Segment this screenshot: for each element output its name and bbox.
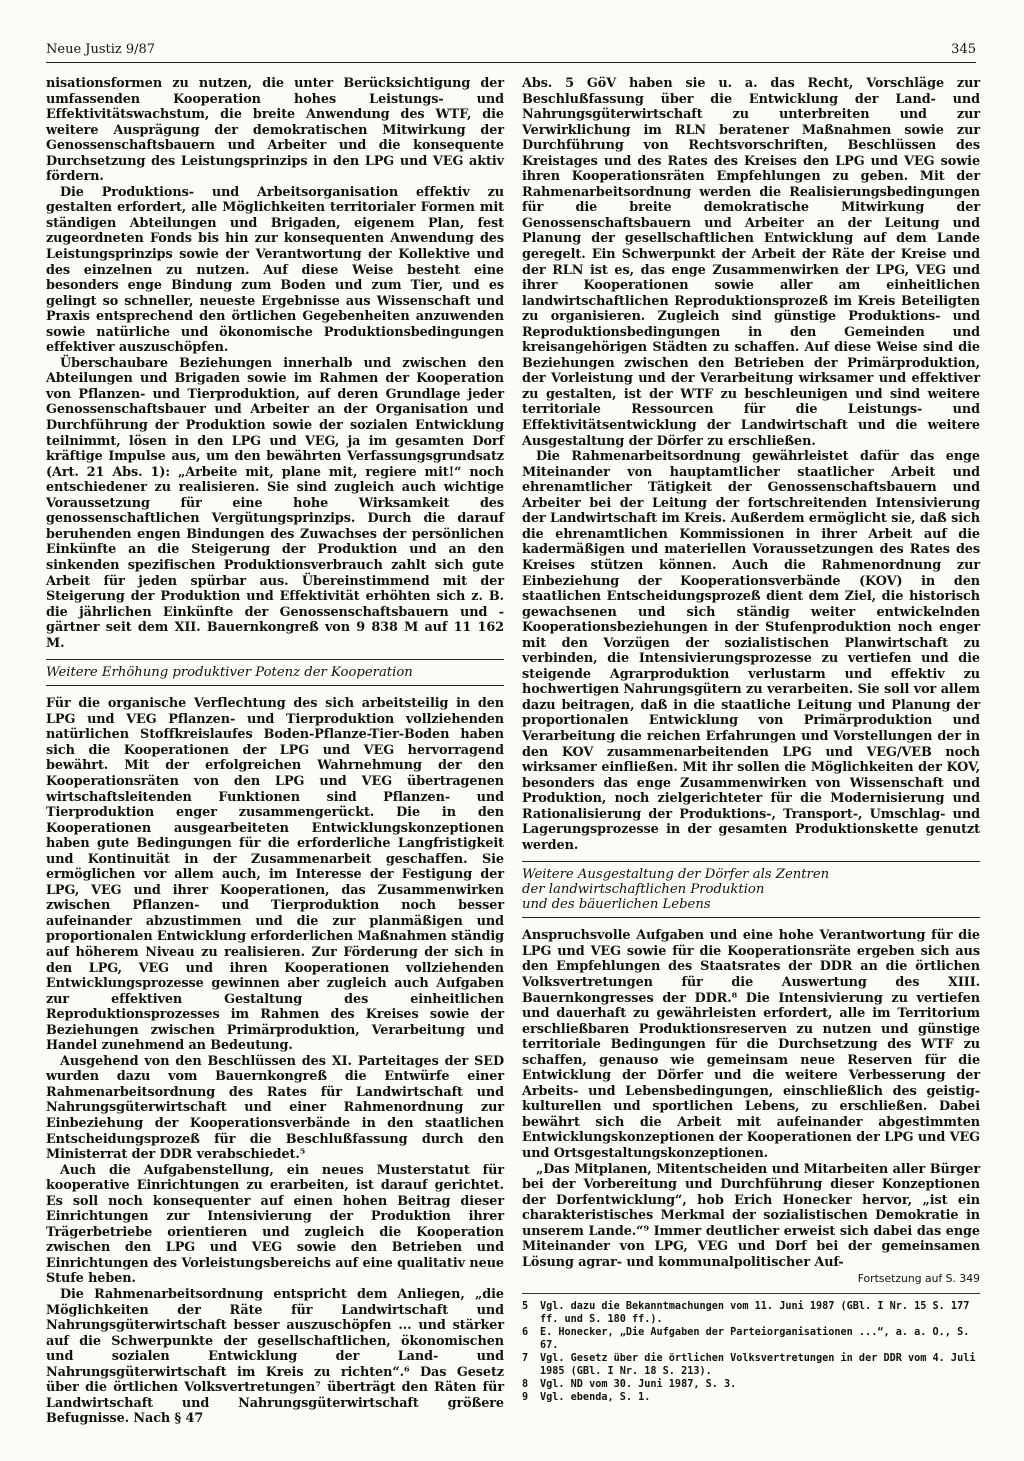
- footnote-text: Vgl. ND vom 30. Juni 1987, S. 3.: [540, 1379, 737, 1391]
- footnote: [522, 1391, 980, 1404]
- footnote: [522, 1300, 980, 1326]
- footnote-number: 6: [522, 1327, 529, 1339]
- footnote-number: 9: [522, 1392, 529, 1404]
- continuation-note: Fortsetzung auf S. 349: [857, 1272, 980, 1286]
- section-heading-line-3: und des bäuerlichen Lebens: [522, 897, 711, 913]
- right-paragraph-2: Die Rahmenarbeitsordnung gewährleistet dafür das enge Miteinander von hauptamtlicher staatlicher Arbeit und ehrenamtlicher Tätigkeit der Genossenschaftsbauern und Arbeiter bei der Leitung der fortschreitenden Intensivierung der Landwirtschaft im Kreis. Außerdem ermöglicht sie, daß sich die ehrenamtlichen Kommissionen in ihrer Arbeit auf die kadermäßigen und materiellen Voraussetzungen des Rates des Kreises stützen können. Auch die Rahmenordnung zur Einbeziehung der Kooperationsverbände (KOV) in den staatlichen Entscheidungsprozeß dient dem Ziel, die historisch gewachsenen und sich ständig weiter entwickelnden Kooperationsbeziehungen in der Stufenproduktion noch enger mit den Vorzügen der sozialistischen Planwirtschaft zu verbinden, die Intensivierungsprozesse zu vertiefen und die steigende Agrarproduktion verlustarm und effektiv zu hochwertigen Nahrungsgütern zu verarbeiten. Sie soll vor allem dazu beitragen, daß in die staatliche Leitung und Planung der proportionalen Entwicklung von Primärproduktion und Verarbeitung die reichen Erfahrungen und Vorstellungen der in den KOV zusammenarbeitenden LPG und VEG/VEB noch wirksamer einfließen. Mit ihr sollen die Möglichkeiten der KOV, besonders das enge Zusammenwirken von Wissenschaft und Produktion, noch zielgerichteter für die Modernisierung und Rationalisierung der Produktions-, Transport-, Umschlag- und Lagerungsprozesse in der gesamten Produktionskette genutzt werden.: [522, 449, 980, 853]
- left-paragraph-5: Ausgehend von den Beschlüssen des XI. Parteitages der SED wurden dazu vom Bauernkongreß die Entwürfe einer Rahmenarbeitsordnung des Rates für Landwirtschaft und Nahrungsgüterwirtschaft und einer Rahmenordnung zur Einbeziehung der Kooperationsverbände in den staatlichen Entscheidungsprozeß für die Beschlußfassung durch den Ministerrat der DDR verabschiedet.⁵: [46, 1053, 504, 1163]
- left-column: [46, 76, 504, 1427]
- right-paragraph-4: „Das Mitplanen, Mitentscheiden und Mitarbeiten aller Bürger bei der Vorbereitung und Durchführung dieser Konzeptionen der Dorfentwicklung“, hob Erich Honecker hervor, „ist ein charakteristisches Merkmal der sozialistischen Demokratie in unserem Lande.“⁹ Immer deutlicher erweist sich dabei das enge Miteinander von LPG, VEG und Dorf bei der gemeinsamen Lösung agrar- und kommunalpolitischer Auf-: [522, 1161, 980, 1270]
- section-heading-line-2: der landwirtschaftlichen Produktion: [522, 882, 765, 898]
- footnote-text: Vgl. Gesetz über die örtlichen Volksvertretungen in der DDR vom 4. Juli 1985 (GBl. I Nr. 18 S. 213).: [540, 1353, 976, 1378]
- running-head: [46, 40, 976, 63]
- left-paragraph-6: Auch die Aufgabenstellung, ein neues Musterstatut für kooperative Einrichtungen zu erarbeiten, ist darauf gerichtet. Es soll noch konsequenter auf einen hohen Beitrag dieser Einrichtungen zur Intensivierung der Produktion ihrer Trägerbetriebe orientieren und zugleich die Kooperation zwischen den LPG und VEG sowie den Betrieben und Einrichtungen des Vorleistungsbereichs auf eine qualitativ neue Stufe heben.: [46, 1162, 504, 1287]
- right-paragraph-3: Anspruchsvolle Aufgaben und eine hohe Verantwortung für die LPG und VEG sowie für die Kooperationsräte ergeben sich aus den Empfehlungen des Staatsrates der DDR an die örtlichen Volksvertretungen für die Auswertung des XIII. Bauernkongresses der DDR.⁸ Die Intensivierung zu vertiefen und dauerhaft zu gewährleisten erfordert, alle im Territorium erschließbaren Produktionsreserven zu nutzen und günstige territoriale Bedingungen für die Durchsetzung des WTF zu schaffen, genauso wie gemeinsam neue Reserven für die Entwicklung der Dörfer und die weitere Verbesserung der Arbeits- und Lebensbedingungen, einschließlich des geistig-kulturellen und sportlichen Lebens, zu erschließen. Dabei bewährt sich die Arbeit mit aufeinander abgestimmten Entwicklungskonzeptionen der Kooperationen der LPG und VEG und Ortsgestaltungskonzeptionen.: [522, 928, 980, 1161]
- footnote: [522, 1326, 980, 1352]
- section-heading-line-1: Weitere Ausgestaltung der Dörfer als Zentren: [522, 867, 830, 883]
- page-number: 345: [951, 42, 976, 57]
- section-heading-kooperation: [46, 659, 504, 686]
- footnote-divider: [522, 1293, 980, 1294]
- left-paragraph-3: Überschaubare Beziehungen innerhalb und zwischen den Abteilungen und Brigaden sowie im Rahmen der Kooperation von Pflanzen- und Tierproduktion, auf deren Grundlage jeder Genossenschaftsbauer und Arbeiter an der Organisation und Durchführung der Produktion sowie der sozialen Entwicklung teilnimmt, lösen in den LPG und VEG, ja im gesamten Dorf kräftige Impulse aus, um den bewährten Verfassungsgrundsatz (Art. 21 Abs. 1): „Arbeite mit, plane mit, regiere mit!“ noch entschiedener zu realisieren. Sie sind zugleich auch wichtige Voraussetzung für eine hohe Wirksamkeit des genossenschaftlichen Vergütungsprinzips. Durch die darauf beruhenden engen Bindungen des Zuwachses der persönlichen Einkünfte an die Steigerung der Produktion und an den sinkenden spezifischen Produktionsverbrauch zahlt sich gute Arbeit für jeden spürbar aus. Übereinstimmend mit der Steigerung der Produktion und Effektivität erhöhten sich z. B. die jährlichen Einkünfte der Genossenschaftsbauern und -gärtner seit dem XII. Bauernkongreß von 9 838 M auf 11 162 M.: [46, 355, 504, 651]
- section-heading-doerfer: [522, 861, 980, 918]
- journal-issue: Neue Justiz 9/87: [46, 42, 156, 57]
- left-paragraph-2: Die Produktions- und Arbeitsorganisation effektiv zu gestalten erfordert, alle Möglichkeiten territorialer Formen mit ständigen Abteilungen und Brigaden, eigenem Plan, fest zugeordneten Fonds bis hin zur konsequenten Anwendung des Leistungsprinzips sowie der Verantwortung der Kollektive und des einzelnen zu nutzen. Auf diese Weise besteht eine besonders enge Bindung zum Boden und zum Tier, und es gelingt so schneller, neueste Ergebnisse aus Wissenschaft und Praxis entsprechend den örtlichen Gegebenheiten anzuwenden sowie natürliche und ökonomische Produktionsbedingungen effektiver auszuschöpfen.: [46, 184, 504, 356]
- footnote-text: E. Honecker, „Die Aufgaben der Parteiorganisationen ...“, a. a. O., S. 67.: [540, 1327, 970, 1352]
- section-heading-text: Weitere Erhöhung produktiver Potenz der Kooperation: [46, 665, 413, 681]
- right-paragraph-1: Abs. 5 GöV haben sie u. a. das Recht, Vorschläge zur Beschlußfassung über die Entwicklung der Land- und Nahrungsgüterwirtschaft zu unterbreiten und zur Verwirklichung im RLN beratener Maßnahmen sowie zur Durchführung von Rechtsvorschriften, Beschlüssen des Kreistages und des Rates des Kreises den LPG und VEG sowie ihren Kooperationsräten Empfehlungen zu geben. Mit der Rahmenarbeitsordnung werden die Realisierungsbedingungen für die breite demokratische Mitwirkung der Genossenschaftsbauern und Arbeiter an der Leitung und Planung der gesellschaftlichen Entwicklung auf dem Lande geregelt. Ein Schwerpunkt der Arbeit der Räte der Kreise und der RLN ist es, das enge Zusammenwirken der LPG, VEG und ihrer Kooperationen sowie aller am einheitlichen landwirtschaftlichen Reproduktionsprozeß im Kreis Beteiligten zu organisieren. Zugleich sind günstige Produktions- und Reproduktionsbedingungen in den Gemeinden und kreisangehörigen Städten zu schaffen. Auf diese Weise sind die Beziehungen zwischen den Betrieben der Primärproduktion, der Vorleistung und der Verarbeitung wirksamer und effektiver zu gestalten, ist der WTF zu beschleunigen und sind weitere territoriale Ressourcen für die Leistungs- und Effektivitätsentwicklung der Landwirtschaft und die weitere Ausgestaltung der Dörfer zu erschließen.: [522, 76, 980, 449]
- footnote-number: 5: [522, 1301, 529, 1313]
- left-paragraph-1: nisationsformen zu nutzen, die unter Berücksichtigung der umfassenden Kooperation hohes Leistungs- und Effektivitätswachstum, die breite Anwendung des WTF, die weitere Ausprägung der demokratischen Mitwirkung der Genossenschaftsbauern und Arbeiter und die konsequente Durchsetzung des Leistungsprinzips in den LPG und VEG aktiv fördern.: [46, 76, 504, 185]
- left-paragraph-7: Die Rahmenarbeitsordnung entspricht dem Anliegen, „die Möglichkeiten der Räte für Landwirtschaft und Nahrungsgüterwirtschaft besser auszuschöpfen ... und stärker auf die Schwerpunkte der gesellschaftlichen, ökonomischen und sozialen Entwicklung der Land- und Nahrungsgüterwirtschaft im Kreis zu richten“.⁶ Das Gesetz über die örtlichen Volksvertretungen⁷ überträgt den Räten für Landwirtschaft und Nahrungsgüterwirtschaft größere Befugnisse. Nach § 47: [46, 1287, 504, 1427]
- left-paragraph-4: Für die organische Verflechtung des sich arbeitsteilig in den LPG und VEG Pflanzen- und Tierproduktion vollziehenden natürlichen Stoffkreislaufes Boden-Pflanze-Tier-Boden haben sich die Kooperationen der LPG und VEG hervorragend bewährt. Mit der erfolgreichen Wahrnehmung der den Kooperationsräten von den LPG und VEG übertragenen wirtschaftsleitenden Funktionen sind Pflanzen- und Tierproduktion enger zusammengerückt. Die in den Kooperationen ausgearbeiteten Entwicklungskonzeptionen haben gute Bedingungen für die erforderliche Langfristigkeit und Kontinuität in der Zusammenarbeit geschaffen. Sie ermöglichen vor allem auch, im Interesse der Festigung der LPG, VEG und ihrer Kooperationen, das Zusammenwirken zwischen Pflanzen- und Tierproduktion noch besser aufeinander abzustimmen und die zur planmäßigen und proportionalen Entwicklung erforderlichen Maßnahmen ständig auf höherem Niveau zu realisieren. Zur Förderung der sich in den LPG, VEG und ihren Kooperationen vollziehenden Entwicklungsprozesse gewinnen aber zugleich auch Aufgaben zur effektiven Gestaltung des einheitlichen Reproduktionsprozesses im Rahmen des Kreises sowie der Beziehungen zwischen Primärproduktion, Verarbeitung und Handel zunehmend an Bedeutung.: [46, 696, 504, 1054]
- footnote: [522, 1378, 980, 1391]
- footnote-text: Vgl. dazu die Bekanntmachungen vom 11. Juni 1987 (GBl. I Nr. 15 S. 177 ff. und S. 180 ff.).: [540, 1301, 970, 1326]
- footnote-number: 8: [522, 1379, 529, 1391]
- footnotes: [522, 1300, 980, 1404]
- footnote: [522, 1352, 980, 1378]
- footnote-number: 7: [522, 1353, 529, 1365]
- right-column: [522, 76, 980, 1404]
- footnote-text: Vgl. ebenda, S. 1.: [540, 1392, 651, 1404]
